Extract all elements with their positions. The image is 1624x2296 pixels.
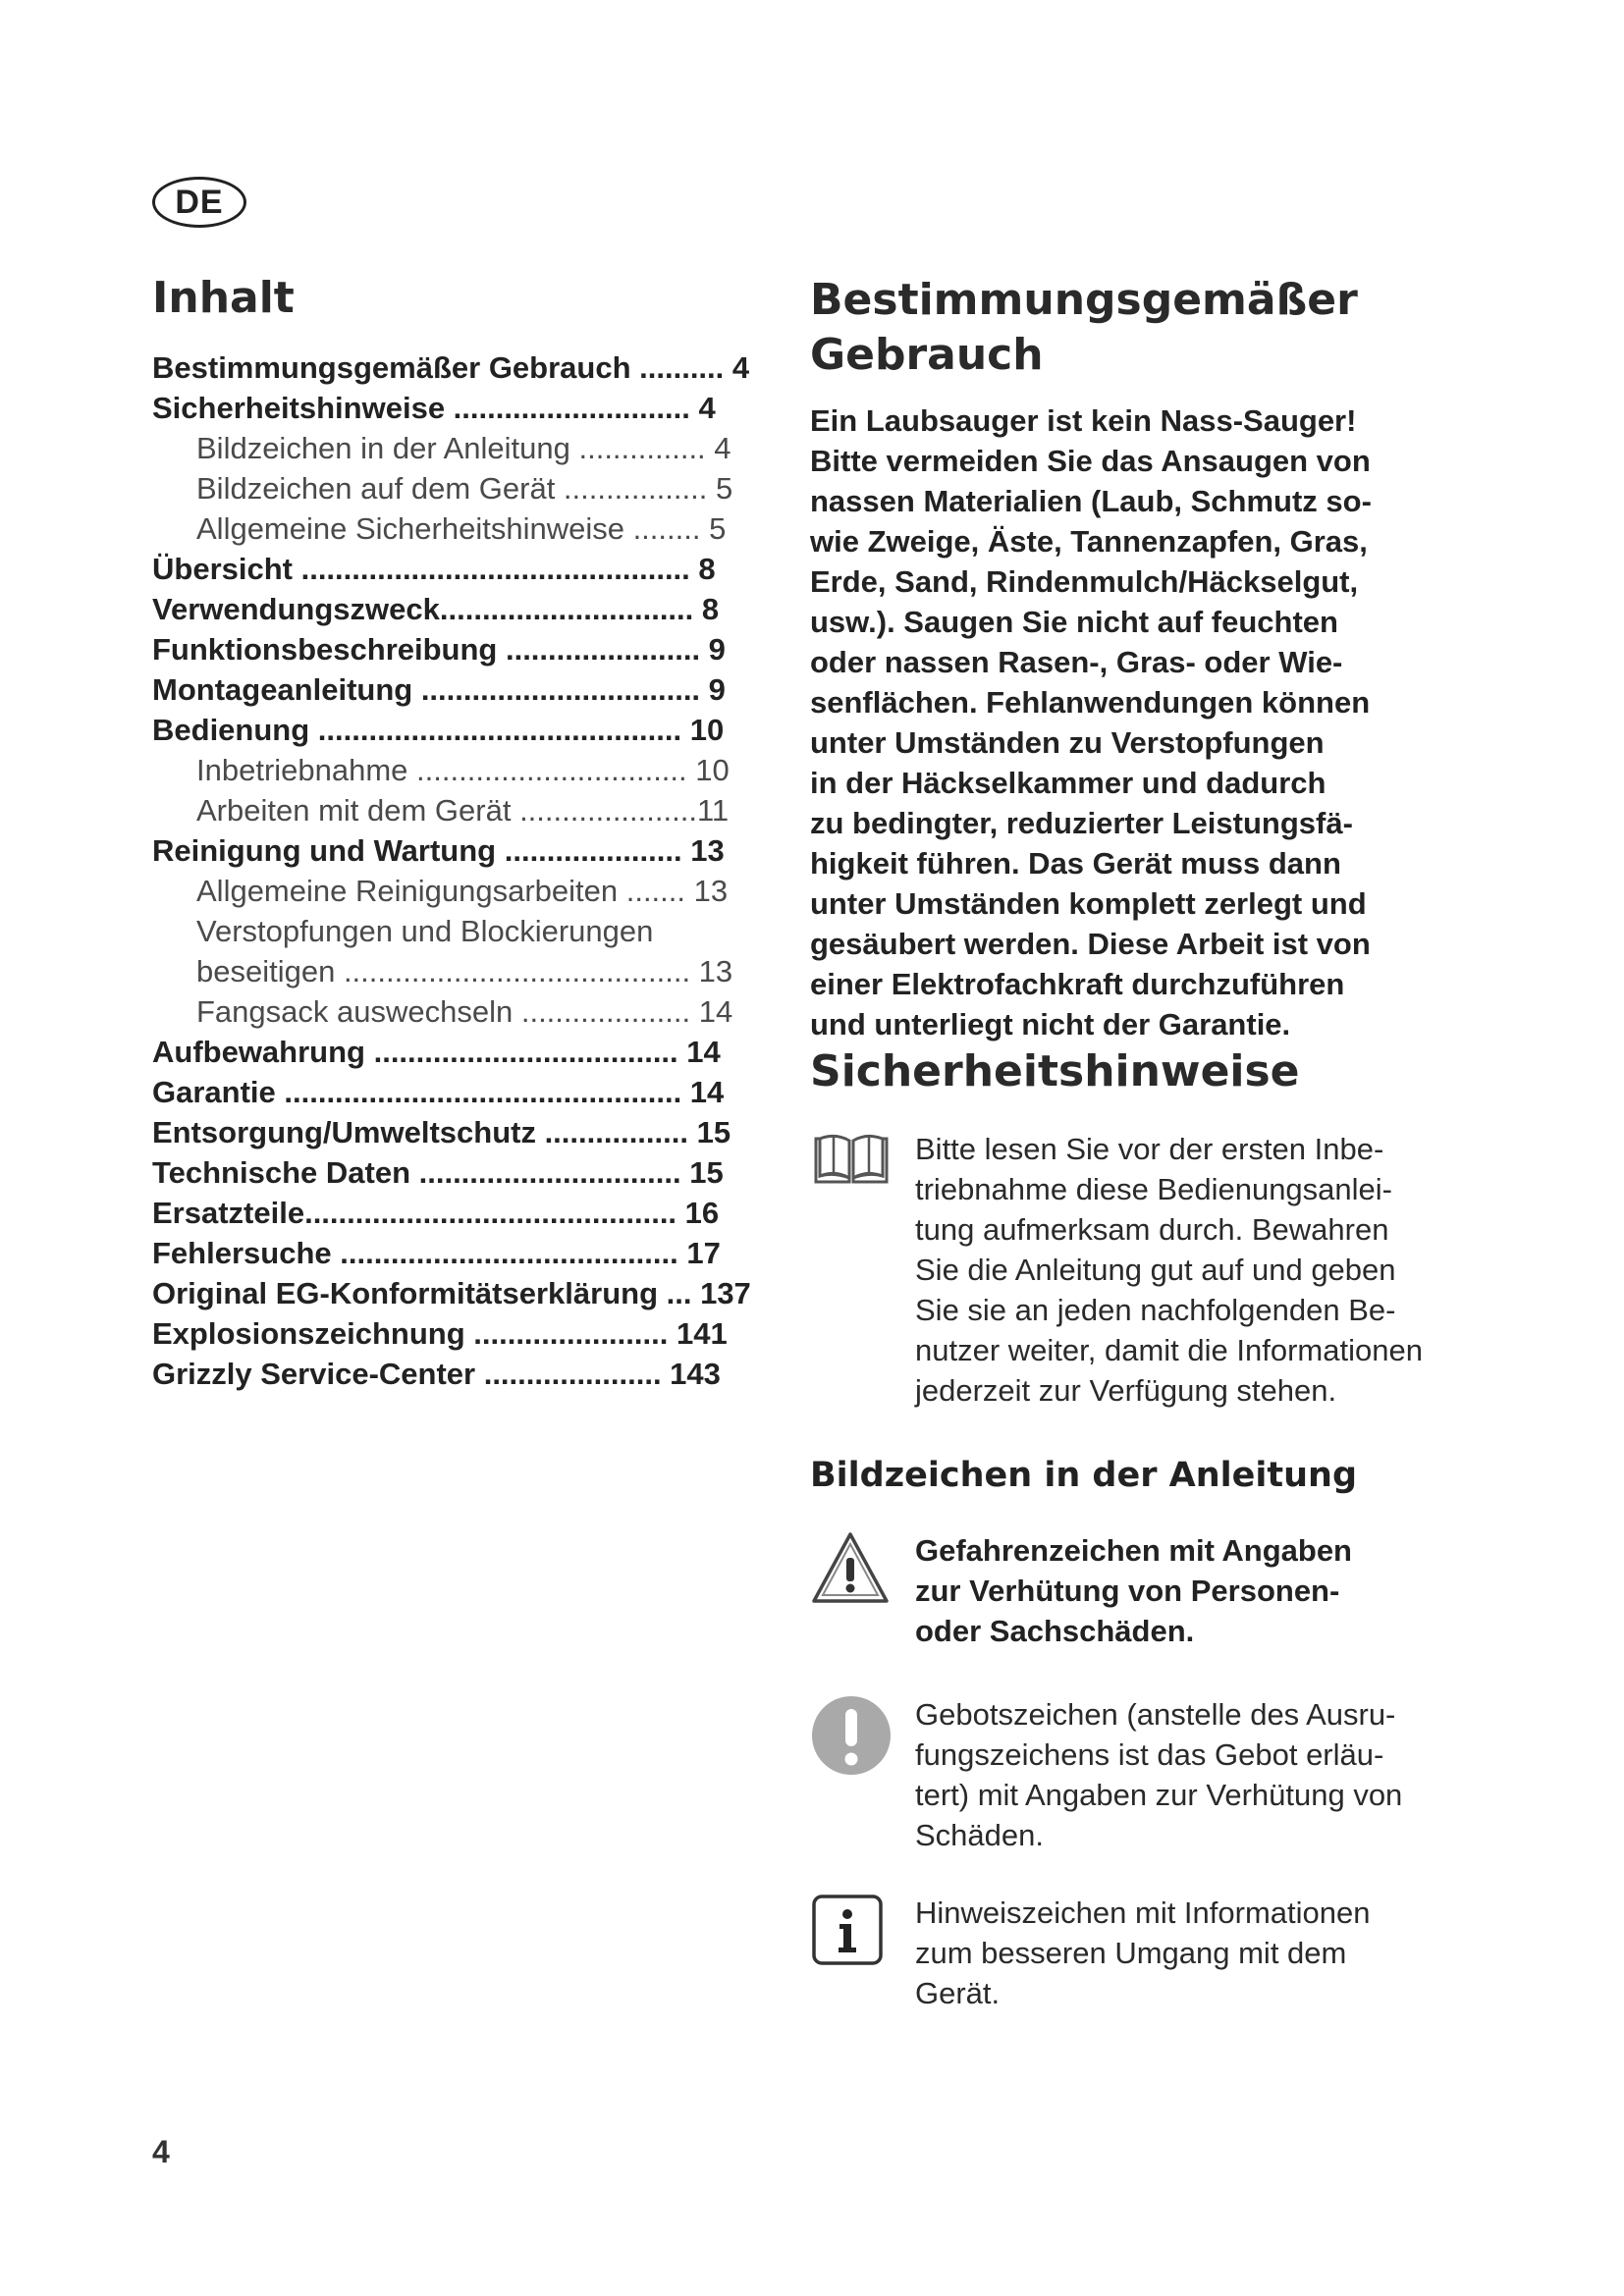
warning-triangle-icon <box>810 1530 891 1607</box>
toc-entry: Montageanleitung ................................. 9 <box>152 672 726 707</box>
text-line: zur Verhütung von Personen- <box>915 1574 1340 1608</box>
text-line: Sie die Anleitung gut auf und geben <box>915 1253 1396 1287</box>
text-line: zu bedingter, reduzierter Leistungsfä- <box>810 806 1353 840</box>
toc-entry: Funktionsbeschreibung ....................... 9 <box>152 632 726 667</box>
heading-line: Gebrauch <box>810 330 1044 380</box>
toc-entry: Technische Daten ............................... 15 <box>152 1155 724 1190</box>
toc-entry: Entsorgung/Umweltschutz ................. 15 <box>152 1115 731 1149</box>
text-line: wie Zweige, Äste, Tannenzapfen, Gras, <box>810 524 1368 559</box>
text-line: Sie sie an jeden nachfolgenden Be- <box>915 1293 1396 1327</box>
toc-entry: Grizzly Service-Center ..................... 143 <box>152 1357 721 1391</box>
text-line: oder nassen Rasen-, Gras- oder Wie- <box>810 645 1343 679</box>
toc-entry: Original EG-Konformitätserklärung ... 137 <box>152 1276 751 1310</box>
toc-subentry: Allgemeine Sicherheitshinweise ........ 5 <box>196 511 727 546</box>
toc-entry: Explosionszeichnung ....................... 141 <box>152 1316 728 1351</box>
text-line: unter Umständen zu Verstopfungen <box>810 725 1325 760</box>
text-line: einer Elektrofachkraft durchzuführen <box>810 967 1345 1001</box>
text-line: tert) mit Angaben zur Verhütung von <box>915 1778 1403 1812</box>
text-line: jederzeit zur Verfügung stehen. <box>915 1373 1337 1408</box>
toc-subentry: Fangsack auswechseln .................... 14 <box>196 994 733 1029</box>
toc-subentry: beseitigen ......................................... 13 <box>196 954 733 988</box>
text-line: oder Sachschäden. <box>915 1614 1195 1648</box>
mandatory-symbol-text <box>915 1694 1488 1855</box>
toc-entry: Garantie ............................................... 14 <box>152 1075 725 1109</box>
mandatory-symbol-block <box>810 1694 1488 1855</box>
toc-entry: Übersicht .............................................. 8 <box>152 552 716 586</box>
symbols-heading: Bildzeichen in der Anleitung <box>810 1456 1358 1495</box>
text-line: Ein Laubsauger ist kein Nass-Sauger! <box>810 403 1357 438</box>
toc-subentry: Bildzeichen in der Anleitung ............... 4 <box>196 431 731 465</box>
text-line: Gefahrenzeichen mit Angaben <box>915 1533 1352 1568</box>
danger-symbol-block <box>810 1530 1488 1651</box>
toc-subentry: Verstopfungen und Blockierungen <box>196 914 654 948</box>
toc-subentry: Bildzeichen auf dem Gerät ................. 5 <box>196 471 733 506</box>
manual-note <box>810 1129 1488 1411</box>
info-symbol-block <box>810 1893 1488 2013</box>
text-line: nutzer weiter, damit die Informationen <box>915 1333 1423 1367</box>
table-of-contents <box>152 273 810 1394</box>
text-line: senflächen. Fehlanwendungen können <box>810 685 1371 720</box>
toc-list <box>152 347 810 1394</box>
toc-title: Inhalt <box>152 273 295 323</box>
toc-entry: Ersatzteile............................................ 16 <box>152 1196 720 1230</box>
language-badge: DE <box>152 177 246 228</box>
manual-note-text <box>915 1129 1488 1411</box>
toc-subentry: Allgemeine Reinigungsarbeiten ....... 13 <box>196 874 729 908</box>
toc-entry: Bestimmungsgemäßer Gebrauch .......... 4 <box>152 350 750 385</box>
text-line: Erde, Sand, Rindenmulch/Häckselgut, <box>810 564 1359 599</box>
text-line: tung aufmerksam durch. Bewahren <box>915 1212 1389 1247</box>
text-line: in der Häckselkammer und dadurch <box>810 766 1326 800</box>
safety-heading: Sicherheitshinweise <box>810 1046 1300 1096</box>
text-line: fungszeichens ist das Gebot erläu- <box>915 1737 1384 1772</box>
text-line: usw.). Saugen Sie nicht auf feuchten <box>810 605 1338 639</box>
text-line: Bitte vermeiden Sie das Ansaugen von <box>810 444 1371 478</box>
text-line: triebnahme diese Bedienungsanlei- <box>915 1172 1392 1206</box>
text-line: Hinweiszeichen mit Informationen <box>915 1896 1371 1930</box>
toc-entry: Sicherheitshinweise ............................ 4 <box>152 391 716 425</box>
book-icon <box>810 1129 893 1188</box>
info-icon <box>810 1893 885 1967</box>
mandatory-exclamation-icon <box>810 1694 893 1777</box>
intended-use-text <box>810 400 1488 1044</box>
intended-use-heading <box>810 273 1488 383</box>
text-line: higkeit führen. Das Gerät muss dann <box>810 846 1341 881</box>
toc-entry: Bedienung ........................................... 10 <box>152 713 725 747</box>
text-line: und unterliegt nicht der Garantie. <box>810 1007 1291 1041</box>
toc-subentry: Arbeiten mit dem Gerät .....................11 <box>196 793 730 828</box>
text-line: nassen Materialien (Laub, Schmutz so- <box>810 484 1372 518</box>
toc-subentry: Inbetriebnahme ................................ 10 <box>196 753 730 787</box>
right-column <box>810 273 1488 2013</box>
toc-entry: Fehlersuche ........................................ 17 <box>152 1236 721 1270</box>
toc-entry: Reinigung und Wartung ..................... 13 <box>152 833 725 868</box>
toc-entry: Verwendungszweck.............................. 8 <box>152 592 720 626</box>
page-number: 4 <box>152 2134 170 2169</box>
heading-line: Bestimmungsgemäßer <box>810 275 1358 325</box>
text-line: Schäden. <box>915 1818 1044 1852</box>
text-line: Bitte lesen Sie vor der ersten Inbe- <box>915 1132 1384 1166</box>
text-line: Gebotszeichen (anstelle des Ausru- <box>915 1697 1396 1732</box>
danger-symbol-text <box>915 1530 1488 1651</box>
info-symbol-text <box>915 1893 1488 2013</box>
text-line: Gerät. <box>915 1976 1001 2010</box>
toc-entry: Aufbewahrung .................................... 14 <box>152 1035 721 1069</box>
text-line: unter Umständen komplett zerlegt und <box>810 886 1367 921</box>
text-line: gesäubert werden. Diese Arbeit ist von <box>810 927 1371 961</box>
text-line: zum besseren Umgang mit dem <box>915 1936 1347 1970</box>
